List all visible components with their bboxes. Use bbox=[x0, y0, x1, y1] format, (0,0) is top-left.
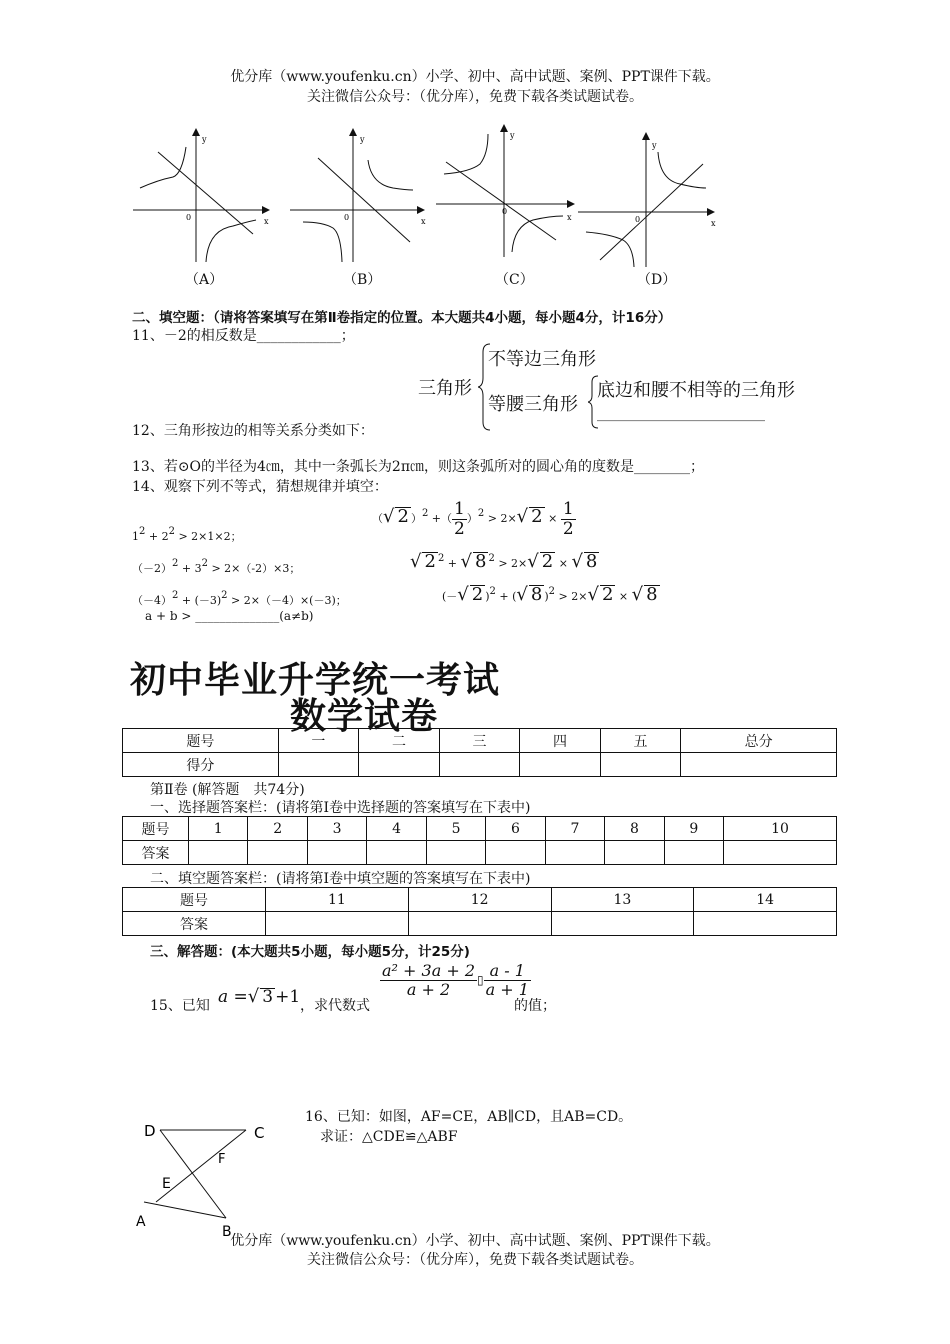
q13-text: 13、若⊙O的半径为4㎝，其中一条弧长为2π㎝，则这条弧所对的圆心角的度数是________； bbox=[132, 459, 705, 475]
fill-table-header bbox=[123, 888, 837, 912]
fill-header-cell: 题号 bbox=[123, 888, 266, 912]
tree-branch-scalene: 不等边三角形 bbox=[488, 349, 596, 370]
score-header-cell: 二 bbox=[359, 729, 440, 753]
graph-d bbox=[578, 134, 716, 267]
score-cell[interactable] bbox=[439, 753, 520, 777]
fill-answer-table bbox=[122, 887, 837, 936]
choice-answer-cell[interactable] bbox=[307, 841, 366, 865]
choice-row-label: 答案 bbox=[123, 841, 189, 865]
fill-answer-cell[interactable] bbox=[408, 912, 551, 936]
graph-label-d: （D） bbox=[637, 272, 677, 288]
graph-label-c: （C） bbox=[495, 272, 534, 288]
choice-answer-table bbox=[122, 816, 837, 865]
fill-section-title: 二、填空题答案栏：(请将第Ⅰ卷中填空题的答案填写在下表中) bbox=[150, 871, 531, 887]
graph-b bbox=[290, 130, 426, 262]
segment-ab bbox=[144, 1202, 226, 1218]
choice-answer-cell[interactable] bbox=[486, 841, 545, 865]
ineq-left-4: a + b > ______________(a≠b) bbox=[145, 609, 314, 623]
point-e-label: E bbox=[162, 1176, 171, 1192]
choice-table-row bbox=[123, 841, 837, 865]
q12-text: 12、三角形按边的相等关系分类如下： bbox=[132, 423, 374, 439]
graph-a-origin: 0 bbox=[186, 213, 192, 222]
choice-answer-cell[interactable] bbox=[189, 841, 248, 865]
fill-answer-cell[interactable] bbox=[551, 912, 694, 936]
choice-header-cell: 7 bbox=[545, 817, 604, 841]
choice-header-cell: 6 bbox=[486, 817, 545, 841]
header-line-2: 关注微信公众号：（优分库），免费下载各类试题试卷。 bbox=[307, 89, 643, 105]
graph-label-b: （B） bbox=[343, 272, 382, 288]
graph-a-x-label: x bbox=[264, 217, 269, 226]
score-header-cell: 四 bbox=[520, 729, 601, 753]
q11-text: 11、－2的相反数是____________； bbox=[132, 328, 355, 344]
header-line-1: 优分库（www.youfenku.cn）小学、初中、高中试题、案例、PPT课件下载。 bbox=[230, 69, 720, 85]
point-c-label: C bbox=[254, 1124, 265, 1142]
score-cell[interactable] bbox=[278, 753, 359, 777]
ineq-left-3: $(-4)^2 + (-3)^2 > 2\times(-4)\times(-3)$； bbox=[132, 590, 347, 607]
fill-row-label: 答案 bbox=[123, 912, 266, 936]
q14-text: 14、观察下列不等式，猜想规律并填空： bbox=[132, 479, 388, 495]
graph-label-a: （A） bbox=[185, 272, 224, 288]
score-table-header bbox=[123, 729, 837, 753]
q16-line-2: 求证：△CDE≌△ABF bbox=[320, 1129, 458, 1145]
graph-d-x-label: x bbox=[711, 219, 716, 228]
score-cell[interactable] bbox=[520, 753, 601, 777]
point-a-label: A bbox=[136, 1214, 146, 1230]
graph-b-x-label: x bbox=[421, 217, 426, 226]
choice-header-cell: 2 bbox=[248, 817, 307, 841]
fill-header-cell: 13 bbox=[551, 888, 694, 912]
tree-branch-non-equilateral: 底边和腰不相等的三角形 bbox=[597, 380, 795, 401]
graph-d-y-label: y bbox=[652, 141, 657, 150]
q15-suffix: 的值； bbox=[514, 998, 556, 1014]
point-d-label: D bbox=[144, 1122, 156, 1140]
fill-header-cell: 11 bbox=[266, 888, 409, 912]
choice-answer-cell[interactable] bbox=[367, 841, 426, 865]
choice-header-cell: 3 bbox=[307, 817, 366, 841]
solve-section-title: 三、解答题：(本大题共5小题，每小题5分，计25分) bbox=[150, 944, 470, 960]
point-f-label: F bbox=[218, 1152, 226, 1167]
tree-root: 三角形 bbox=[418, 378, 472, 399]
graph-options bbox=[128, 122, 728, 287]
ineq-left-2: $(-2)^2 + 3^2 > 2\times(-2)\times 3$； bbox=[132, 558, 301, 575]
ineq-right-2: √ 2 $^2$ + √ 8 $^2$ > 2×√ 2 × √ 8 bbox=[410, 551, 598, 572]
choice-answer-cell[interactable] bbox=[545, 841, 604, 865]
score-header-cell: 总分 bbox=[681, 729, 837, 753]
ineq-right-1: （√ 2 ）$^2$ +（ $\frac{1}{2}$ ）$^2$ > 2×√ 2 × $\frac{1}{2}$ bbox=[372, 499, 574, 539]
choice-table-header bbox=[123, 817, 837, 841]
q15-mid: ，求代数式 bbox=[300, 998, 370, 1014]
graph-b-y-label: y bbox=[360, 135, 365, 144]
point-b-label: B bbox=[222, 1224, 232, 1240]
score-cell[interactable] bbox=[359, 753, 440, 777]
q16-line-1: 16、已知：如图，AF=CE，AB∥CD，且AB=CD。 bbox=[305, 1109, 633, 1125]
fill-header-cell: 14 bbox=[694, 888, 837, 912]
choice-answer-cell[interactable] bbox=[605, 841, 664, 865]
choice-answer-cell[interactable] bbox=[248, 841, 307, 865]
choice-header-cell: 题号 bbox=[123, 817, 189, 841]
choice-header-cell: 10 bbox=[724, 817, 837, 841]
graph-b-origin: 0 bbox=[344, 213, 350, 222]
graph-c bbox=[436, 126, 573, 257]
graph-d-origin: 0 bbox=[635, 215, 641, 224]
score-header-cell: 一 bbox=[278, 729, 359, 753]
choice-header-cell: 4 bbox=[367, 817, 426, 841]
score-cell[interactable] bbox=[600, 753, 681, 777]
graph-c-x-label: x bbox=[567, 213, 572, 222]
score-cell[interactable] bbox=[681, 753, 837, 777]
choice-header-cell: 1 bbox=[189, 817, 248, 841]
q16-figure bbox=[128, 1118, 278, 1243]
choice-header-cell: 5 bbox=[426, 817, 485, 841]
tree-branch-blank: ________________________ bbox=[597, 406, 765, 422]
score-row-label: 得分 bbox=[123, 753, 279, 777]
ineq-right-3: (－√ 2 )$^2$ + (√ 8 )$^2$ > 2×√ 2 × √ 8 bbox=[442, 584, 658, 605]
fill-answer-cell[interactable] bbox=[266, 912, 409, 936]
section2-heading: 二、填空题：（请将答案填写在第Ⅱ卷指定的位置。本大题共4小题，每小题4分，计16分） bbox=[132, 310, 672, 326]
choice-answer-cell[interactable] bbox=[426, 841, 485, 865]
score-table bbox=[122, 728, 837, 777]
score-header-cell: 三 bbox=[439, 729, 520, 753]
fill-table-row bbox=[123, 912, 837, 936]
choice-answer-cell[interactable] bbox=[664, 841, 723, 865]
choice-section-title: 一、选择题答案栏：(请将第Ⅰ卷中选择题的答案填写在下表中) bbox=[150, 800, 531, 816]
score-table-row bbox=[123, 753, 837, 777]
choice-header-cell: 8 bbox=[605, 817, 664, 841]
score-header-cell: 五 bbox=[600, 729, 681, 753]
footer-line-1: 优分库（www.youfenku.cn）小学、初中、高中试题、案例、PPT课件下载。 bbox=[230, 1233, 720, 1249]
exam-title: 初中毕业升学统一考试 bbox=[130, 660, 501, 701]
exam-subtitle: 数学试卷 bbox=[290, 696, 439, 737]
q15-prefix: 15、已知 bbox=[150, 998, 210, 1014]
fill-header-cell: 12 bbox=[408, 888, 551, 912]
footer-line-2: 关注微信公众号：（优分库），免费下载各类试题试卷。 bbox=[307, 1252, 643, 1268]
q15-expression: $\frac{\text{a² + 3a + 2}}{a + 2}$ ▯ $\frac{a - 1}{a + 1}$ bbox=[382, 961, 529, 999]
graph-a-y-label: y bbox=[202, 135, 207, 144]
choice-header-cell: 9 bbox=[664, 817, 723, 841]
tree-branch-isosceles: 等腰三角形 bbox=[488, 394, 578, 415]
ineq-left-1: $1^2 + 2^2 > 2\times 1\times 2$； bbox=[132, 526, 242, 543]
segment-db bbox=[160, 1130, 226, 1218]
graph-a bbox=[133, 130, 269, 262]
score-header-cell: 题号 bbox=[123, 729, 279, 753]
graph-c-y-label: y bbox=[510, 131, 515, 140]
q15-given: a =√ 3 +1 bbox=[218, 986, 301, 1007]
fill-answer-cell[interactable] bbox=[694, 912, 837, 936]
part2-title: 第Ⅱ卷 (解答题 共74分) bbox=[150, 782, 305, 798]
graph-c-origin: 0 bbox=[502, 207, 508, 216]
choice-answer-cell[interactable] bbox=[724, 841, 837, 865]
